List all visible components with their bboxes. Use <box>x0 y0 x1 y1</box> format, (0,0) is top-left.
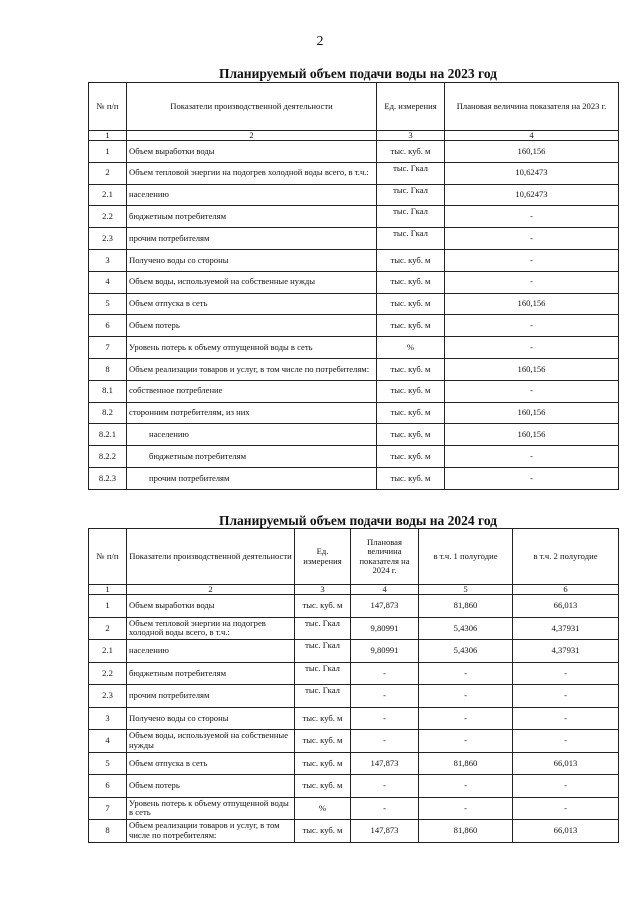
row-half2-value: 66,013 <box>513 595 619 618</box>
row-indicator: бюджетным потребителям <box>127 662 295 685</box>
row-unit: тыс. куб. м <box>377 358 445 380</box>
row-indicator: Объем тепловой энергии на подогрев холодной воды всего, в т.ч.: <box>127 617 295 640</box>
row-unit: тыс. куб. м <box>295 752 351 775</box>
row-plan-value: 160,156 <box>445 402 619 424</box>
table-row <box>89 707 619 730</box>
header-unit: Ед. измерения <box>295 529 351 585</box>
row-unit: тыс. Гкал <box>377 228 445 250</box>
row-unit: тыс. куб. м <box>295 707 351 730</box>
table-row <box>89 820 619 843</box>
col-number: 4 <box>445 131 619 141</box>
row-half2-value: - <box>513 662 619 685</box>
table-row <box>89 315 619 337</box>
row-half2-value: - <box>513 797 619 820</box>
row-plan-value: 147,873 <box>351 595 419 618</box>
row-plan-value: - <box>351 685 419 708</box>
row-indicator: Объем тепловой энергии на подогрев холодной воды всего, в т.ч.: <box>127 162 377 184</box>
header-plan-value: Плановая величина показателя на 2023 г. <box>445 83 619 131</box>
table-2024 <box>88 528 619 843</box>
header-half2: в т.ч. 2 полугодие <box>513 529 619 585</box>
table-2023-title: Планируемый объем подачи воды на 2023 год <box>218 66 498 81</box>
row-indicator: Получено воды со стороны <box>127 249 377 271</box>
row-plan-value: - <box>445 315 619 337</box>
row-number: 2 <box>89 162 127 184</box>
row-indicator: прочим потребителям <box>127 685 295 708</box>
row-half2-value: - <box>513 685 619 708</box>
row-half2-value: 4,37931 <box>513 617 619 640</box>
row-plan-value: - <box>445 271 619 293</box>
row-unit: тыс. куб. м <box>377 402 445 424</box>
table-row <box>89 640 619 663</box>
row-number: 8 <box>89 820 127 843</box>
row-number: 8.2 <box>89 402 127 424</box>
row-unit: % <box>377 337 445 359</box>
row-indicator: Уровень потерь к объему отпущенной воды в сеть <box>127 337 377 359</box>
row-indicator: бюджетным потребителям <box>127 206 377 228</box>
row-indicator: прочим потребителям <box>127 228 377 250</box>
row-indicator: Объем потерь <box>127 775 295 798</box>
col-number: 2 <box>127 131 377 141</box>
row-indicator: сторонним потребителям, из них <box>127 402 377 424</box>
row-half2-value: - <box>513 730 619 753</box>
row-unit: тыс. куб. м <box>295 595 351 618</box>
col-number: 1 <box>89 585 127 595</box>
row-number: 8.2.3 <box>89 467 127 489</box>
row-unit: тыс. куб. м <box>377 271 445 293</box>
table-2023 <box>88 82 619 490</box>
header-indicator: Показатели производственной деятельности <box>127 83 377 131</box>
row-half1-value: - <box>419 775 513 798</box>
header-indicator: Показатели производственной деятельности <box>127 529 295 585</box>
table-row <box>89 402 619 424</box>
table-row <box>89 228 619 250</box>
row-plan-value: 160,156 <box>445 141 619 163</box>
row-number: 5 <box>89 293 127 315</box>
header-unit: Ед. измерения <box>377 83 445 131</box>
table-row <box>89 380 619 402</box>
row-number: 8.2.2 <box>89 446 127 468</box>
row-indicator: населению <box>127 184 377 206</box>
row-unit: тыс. Гкал <box>295 617 351 640</box>
table-row <box>89 249 619 271</box>
row-unit: тыс. куб. м <box>295 820 351 843</box>
table-row <box>89 775 619 798</box>
row-unit: тыс. куб. м <box>377 249 445 271</box>
row-number: 2.2 <box>89 206 127 228</box>
header-half1: в т.ч. 1 полугодие <box>419 529 513 585</box>
row-plan-value: - <box>445 206 619 228</box>
table-2024-title: Планируемый объем подачи воды на 2024 год <box>218 513 498 528</box>
row-number: 2.3 <box>89 228 127 250</box>
row-number: 7 <box>89 337 127 359</box>
table-row <box>89 424 619 446</box>
table-row <box>89 467 619 489</box>
row-unit: тыс. куб. м <box>377 141 445 163</box>
row-number: 2.2 <box>89 662 127 685</box>
col-number: 3 <box>295 585 351 595</box>
row-indicator: прочим потребителям <box>127 467 377 489</box>
row-number: 2.3 <box>89 685 127 708</box>
row-unit: тыс. Гкал <box>295 685 351 708</box>
table-row <box>89 446 619 468</box>
col-number: 6 <box>513 585 619 595</box>
col-number: 4 <box>351 585 419 595</box>
col-number: 3 <box>377 131 445 141</box>
row-plan-value: - <box>445 467 619 489</box>
table-row <box>89 271 619 293</box>
row-number: 8 <box>89 358 127 380</box>
row-number: 2.1 <box>89 640 127 663</box>
row-plan-value: 160,156 <box>445 424 619 446</box>
row-number: 6 <box>89 775 127 798</box>
row-half2-value: 66,013 <box>513 820 619 843</box>
row-half1-value: 5,4306 <box>419 617 513 640</box>
row-number: 3 <box>89 707 127 730</box>
row-unit: тыс. Гкал <box>295 662 351 685</box>
row-indicator: собственное потребление <box>127 380 377 402</box>
row-indicator: Объем реализации товаров и услуг, в том числе по потребителям: <box>127 358 377 380</box>
row-plan-value: 160,156 <box>445 293 619 315</box>
row-plan-value: - <box>351 797 419 820</box>
row-indicator: Объем потерь <box>127 315 377 337</box>
row-plan-value: 10,62473 <box>445 162 619 184</box>
row-half2-value: 4,37931 <box>513 640 619 663</box>
row-half1-value: 81,860 <box>419 820 513 843</box>
row-plan-value: - <box>445 380 619 402</box>
row-plan-value: - <box>351 662 419 685</box>
row-indicator: Получено воды со стороны <box>127 707 295 730</box>
row-half2-value: 66,013 <box>513 752 619 775</box>
row-number: 5 <box>89 752 127 775</box>
row-half1-value: 81,860 <box>419 752 513 775</box>
row-indicator: Объем выработки воды <box>127 595 295 618</box>
row-unit: тыс. Гкал <box>377 206 445 228</box>
row-plan-value: - <box>351 775 419 798</box>
table-row <box>89 595 619 618</box>
row-unit: % <box>295 797 351 820</box>
row-unit: тыс. куб. м <box>377 293 445 315</box>
header-number: № п/п <box>89 529 127 585</box>
row-plan-value: 160,156 <box>445 358 619 380</box>
table-row <box>89 206 619 228</box>
row-indicator: Объем воды, используемой на собственные нужды <box>127 730 295 753</box>
row-plan-value: 9,80991 <box>351 617 419 640</box>
row-number: 3 <box>89 249 127 271</box>
row-plan-value: - <box>445 228 619 250</box>
row-number: 8.2.1 <box>89 424 127 446</box>
row-half1-value: - <box>419 730 513 753</box>
row-unit: тыс. куб. м <box>377 446 445 468</box>
row-indicator: Объем воды, используемой на собственные нужды <box>127 271 377 293</box>
table-row <box>89 162 619 184</box>
table-row <box>89 730 619 753</box>
col-number: 2 <box>127 585 295 595</box>
col-number: 1 <box>89 131 127 141</box>
row-unit: тыс. куб. м <box>377 315 445 337</box>
table-row <box>89 293 619 315</box>
row-plan-value: 10,62473 <box>445 184 619 206</box>
table-row <box>89 797 619 820</box>
row-number: 7 <box>89 797 127 820</box>
table-row <box>89 358 619 380</box>
row-unit: тыс. куб. м <box>377 467 445 489</box>
row-number: 4 <box>89 271 127 293</box>
row-number: 1 <box>89 141 127 163</box>
row-unit: тыс. куб. м <box>377 380 445 402</box>
row-indicator: Объем реализации товаров и услуг, в том числе по потребителям: <box>127 820 295 843</box>
table-row <box>89 184 619 206</box>
row-indicator: Объем отпуска в сеть <box>127 752 295 775</box>
page-number: 2 <box>316 34 324 49</box>
row-unit: тыс. Гкал <box>377 162 445 184</box>
row-half1-value: - <box>419 707 513 730</box>
row-half1-value: 5,4306 <box>419 640 513 663</box>
row-plan-value: 9,80991 <box>351 640 419 663</box>
row-half1-value: - <box>419 662 513 685</box>
row-indicator: населению <box>127 640 295 663</box>
row-half2-value: - <box>513 775 619 798</box>
row-indicator: населению <box>127 424 377 446</box>
table-row <box>89 337 619 359</box>
table-row <box>89 752 619 775</box>
row-half2-value: - <box>513 707 619 730</box>
table-row <box>89 662 619 685</box>
row-number: 2 <box>89 617 127 640</box>
row-number: 4 <box>89 730 127 753</box>
row-indicator: бюджетным потребителям <box>127 446 377 468</box>
header-number: № п/п <box>89 83 127 131</box>
row-plan-value: - <box>351 707 419 730</box>
row-number: 2.1 <box>89 184 127 206</box>
row-indicator: Уровень потерь к объему отпущенной воды в сеть <box>127 797 295 820</box>
row-unit: тыс. Гкал <box>377 184 445 206</box>
row-half1-value: - <box>419 685 513 708</box>
row-number: 8.1 <box>89 380 127 402</box>
row-indicator: Объем отпуска в сеть <box>127 293 377 315</box>
row-unit: тыс. Гкал <box>295 640 351 663</box>
row-indicator: Объем выработки воды <box>127 141 377 163</box>
row-plan-value: - <box>445 337 619 359</box>
row-plan-value: 147,873 <box>351 820 419 843</box>
row-number: 1 <box>89 595 127 618</box>
row-unit: тыс. куб. м <box>295 775 351 798</box>
header-plan-value: Плановая величина показателя на 2024 г. <box>351 529 419 585</box>
row-half1-value: 81,860 <box>419 595 513 618</box>
row-unit: тыс. куб. м <box>377 424 445 446</box>
row-plan-value: 147,873 <box>351 752 419 775</box>
row-plan-value: - <box>445 249 619 271</box>
row-unit: тыс. куб. м <box>295 730 351 753</box>
table-row <box>89 685 619 708</box>
table-row <box>89 141 619 163</box>
col-number: 5 <box>419 585 513 595</box>
row-half1-value: - <box>419 797 513 820</box>
row-plan-value: - <box>445 446 619 468</box>
row-plan-value: - <box>351 730 419 753</box>
row-number: 6 <box>89 315 127 337</box>
table-row <box>89 617 619 640</box>
